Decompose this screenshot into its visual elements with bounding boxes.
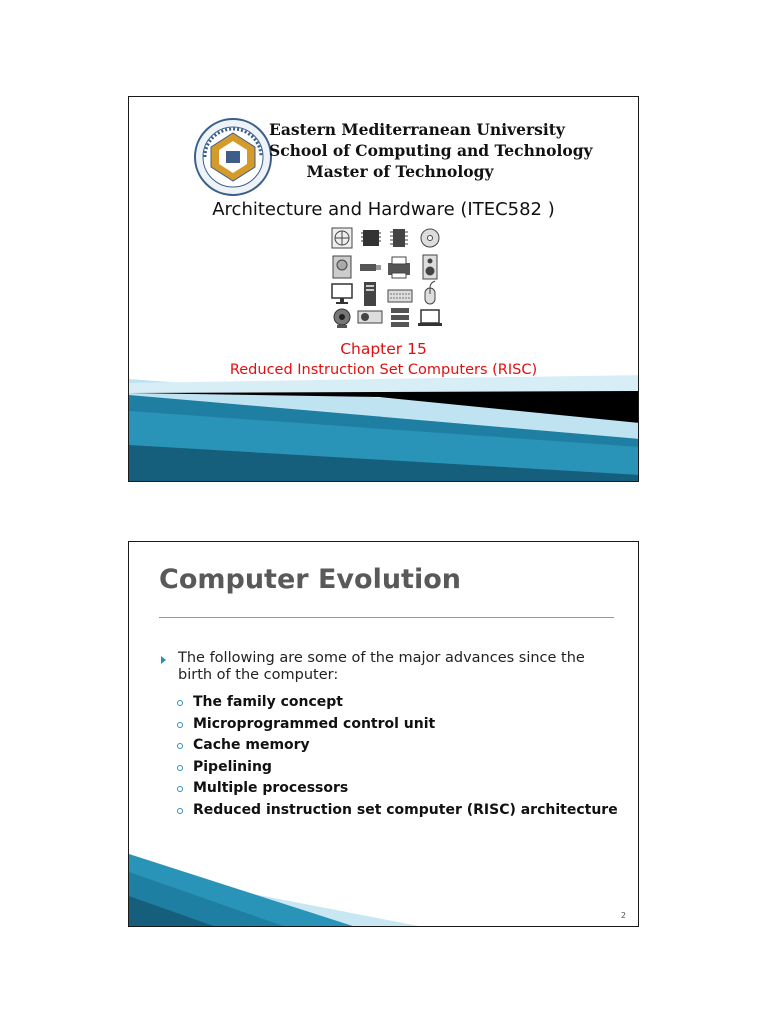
list-item-text: Cache memory bbox=[193, 737, 310, 754]
list-item bbox=[177, 693, 617, 715]
list-item bbox=[177, 715, 617, 737]
monitor-icon bbox=[332, 284, 352, 304]
bullet-main bbox=[161, 650, 616, 684]
memory-chip-icon bbox=[390, 229, 408, 247]
triangle-bullet-icon bbox=[161, 656, 166, 664]
chapter-title: Reduced Instruction Set Computers (RISC) bbox=[229, 362, 538, 378]
chip-icon bbox=[361, 230, 381, 246]
program-name: Master of Technology bbox=[306, 162, 494, 181]
circle-bullet-icon bbox=[177, 700, 183, 706]
content-slide bbox=[128, 541, 639, 927]
title-slide bbox=[128, 96, 639, 482]
list-item-text: Multiple processors bbox=[193, 780, 349, 797]
hardware-icon-grid bbox=[329, 225, 443, 333]
list-item bbox=[177, 736, 617, 758]
circle-bullet-icon bbox=[177, 808, 183, 814]
school-name: School of Computing and Technology bbox=[269, 141, 593, 160]
decorative-wave-band bbox=[129, 367, 639, 482]
list-item-text: Microprogrammed control unit bbox=[193, 715, 436, 732]
optical-disc-icon bbox=[421, 229, 439, 247]
list-item bbox=[177, 779, 617, 801]
list-item bbox=[177, 801, 617, 823]
fan-icon bbox=[332, 228, 352, 248]
decorative-wave-band bbox=[129, 842, 639, 927]
mouse-icon bbox=[425, 281, 435, 304]
course-title: Architecture and Hardware (ITEC582 ) bbox=[212, 199, 555, 220]
speaker-icon bbox=[423, 255, 437, 279]
university-seal-logo bbox=[193, 117, 273, 197]
printer-icon bbox=[388, 257, 410, 278]
university-heading bbox=[269, 119, 593, 182]
usb-drive-icon bbox=[360, 264, 381, 271]
circle-bullet-icon bbox=[177, 722, 183, 728]
projector-icon bbox=[358, 311, 382, 323]
slide-title: Computer Evolution bbox=[159, 564, 461, 595]
chapter-number: Chapter 15 bbox=[340, 340, 427, 358]
circle-bullet-icon bbox=[177, 765, 183, 771]
advances-list bbox=[177, 693, 617, 823]
bullet-intro-text: The following are some of the major advances since the birth of the computer: bbox=[178, 650, 585, 683]
list-item-text: Reduced instruction set computer (RISC) architecture bbox=[193, 801, 618, 818]
hard-drive-icon bbox=[333, 256, 351, 278]
page-number: 2 bbox=[620, 911, 626, 920]
list-item-text: Pipelining bbox=[193, 758, 272, 775]
webcam-icon bbox=[334, 309, 350, 328]
laptop-icon bbox=[418, 310, 442, 326]
pc-tower-icon bbox=[364, 282, 376, 306]
server-rack-icon bbox=[391, 308, 409, 327]
title-divider bbox=[159, 617, 614, 618]
keyboard-icon bbox=[388, 290, 412, 302]
circle-bullet-icon bbox=[177, 743, 183, 749]
list-item-text: The family concept bbox=[193, 694, 344, 710]
university-name: Eastern Mediterranean University bbox=[269, 120, 565, 139]
list-item bbox=[177, 758, 617, 780]
circle-bullet-icon bbox=[177, 786, 183, 792]
